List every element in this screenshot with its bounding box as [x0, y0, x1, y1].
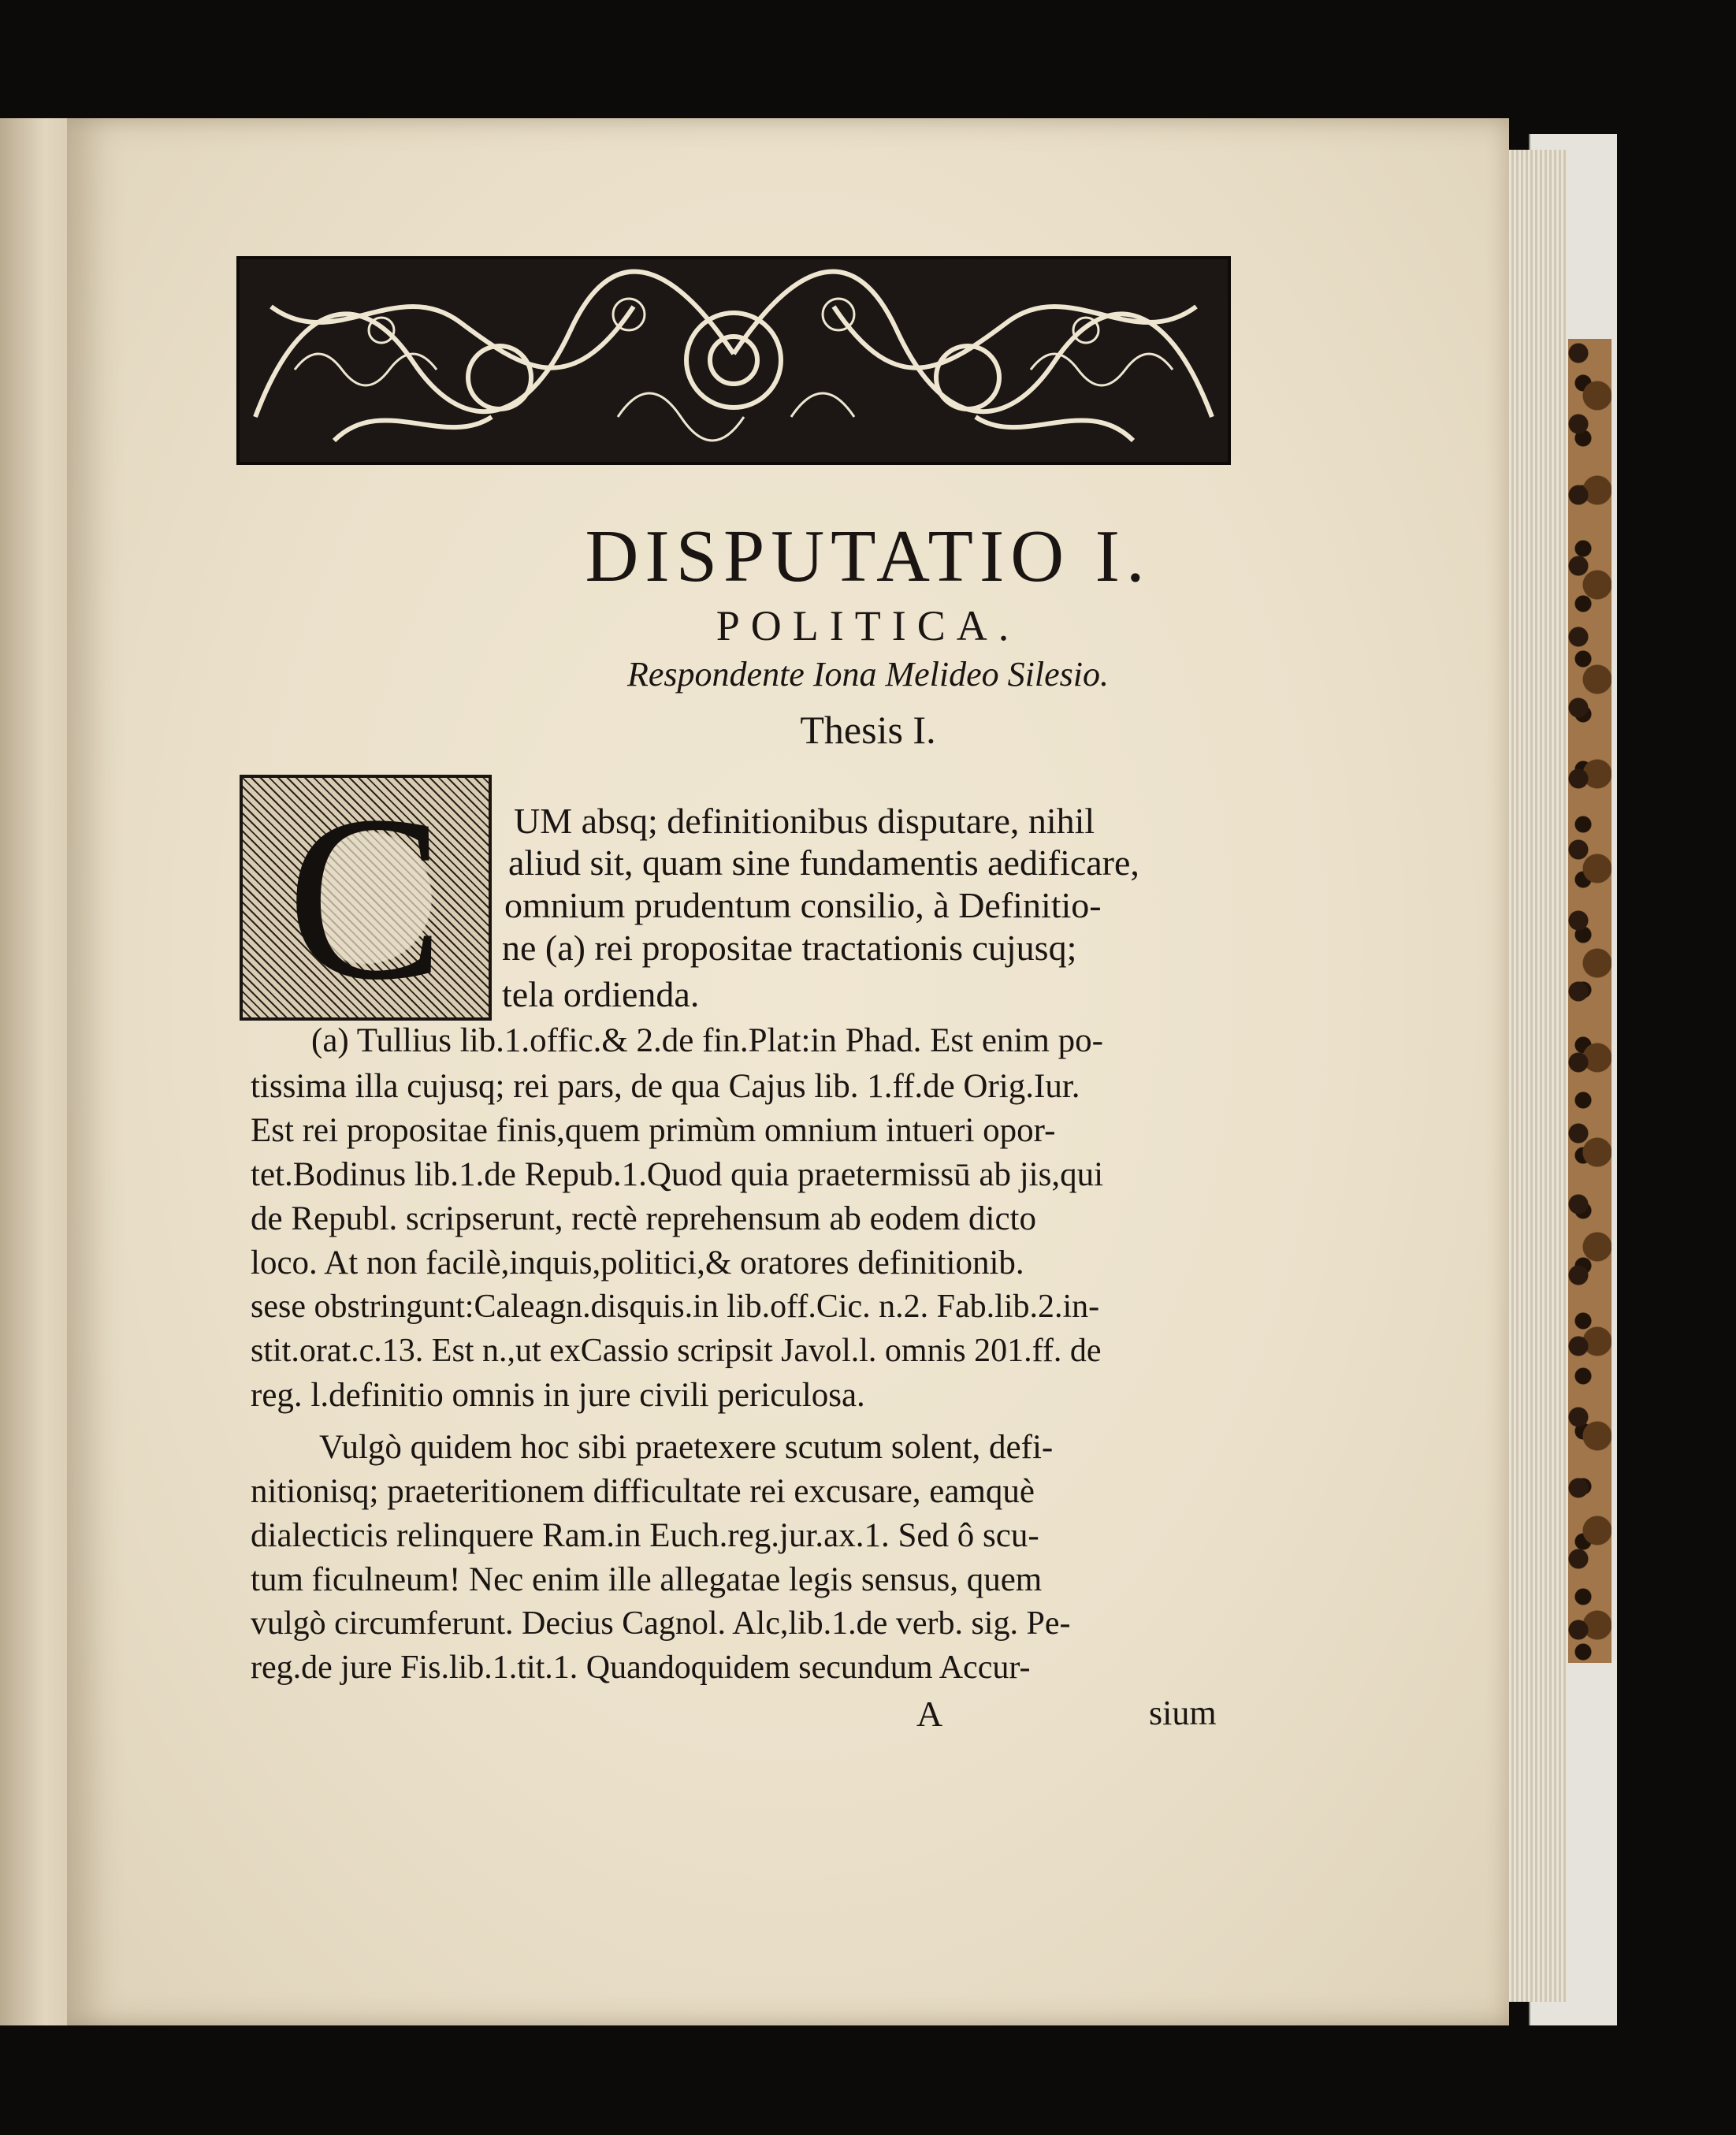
decorated-initial	[240, 766, 492, 1028]
respondent-line: Respondente Iona Melideo Silesio.	[627, 655, 1109, 694]
text-line: Vulgò quidem hoc sibi praetexere scutum solent, defi-	[319, 1429, 1054, 1466]
text-line: omnium prudentum consilio, à Definitio-	[504, 885, 1102, 925]
footnote-line: sese obstringunt:Caleagn.disquis.in lib.off.Cic. n.2. Fab.lib.2.in-	[251, 1289, 1100, 1325]
text-line: tum ficulneum! Nec enim ille allegatae legis sensus, quem	[251, 1561, 1043, 1598]
text-line: UM absq; definitionibus disputare, nihil	[514, 801, 1095, 841]
footnote-line: de Republ. scripserunt, rectè reprehensum ab eodem dicto	[251, 1200, 1036, 1237]
footnote-line: tissima illa cujusq; rei pars, de qua Cajus lib. 1.ff.de Orig.Iur.	[251, 1068, 1080, 1105]
text-line: aliud sit, quam sine fundamentis aedificare,	[508, 842, 1139, 883]
thesis-heading: Thesis I.	[800, 708, 936, 752]
facing-page-edge	[0, 118, 75, 2025]
signature-mark: A	[916, 1694, 943, 1734]
text-line: nitionisq; praeteritionem difficultate rei excusare, eamquè	[251, 1473, 1035, 1510]
footnote-line: stit.orat.c.13. Est n.,ut exCassio scripsit Javol.l. omnis 201.ff. de	[251, 1333, 1102, 1369]
footnote-line: tet.Bodinus lib.1.de Repub.1.Quod quia praetermissū ab jis,qui	[251, 1156, 1104, 1193]
initial-letter: C	[243, 778, 489, 1017]
footnote-line: reg. l.definitio omnis in jure civili periculosa.	[251, 1377, 865, 1414]
text-line: vulgò circumferunt. Decius Cagnol. Alc,lib.1.de verb. sig. Pe-	[251, 1605, 1071, 1642]
text-line: dialecticis relinquere Ram.in Euch.reg.jur.ax.1. Sed ô scu-	[251, 1517, 1039, 1554]
text-line: tela ordienda.	[502, 974, 700, 1014]
text-line: reg.de jure Fis.lib.1.tit.1. Quandoquidem secundum Accur-	[251, 1650, 1031, 1686]
footnote-line: loco. At non facilè,inquis,politici,& oratores definitionib.	[251, 1244, 1024, 1281]
disputation-heading: DISPUTATIO I.	[585, 515, 1151, 597]
footnote-line: (a) Tullius lib.1.offic.& 2.de fin.Plat:in Phad. Est enim po-	[311, 1022, 1103, 1059]
ornamental-headpiece	[236, 256, 1231, 465]
text-line: ne (a) rei propositae tractationis cujusq;	[502, 928, 1077, 968]
subject-heading: POLITICA.	[716, 602, 1020, 649]
footnote-line: Est rei propositae finis,quem primùm omnium intueri opor-	[251, 1112, 1056, 1149]
catchword: sium	[1149, 1694, 1217, 1732]
